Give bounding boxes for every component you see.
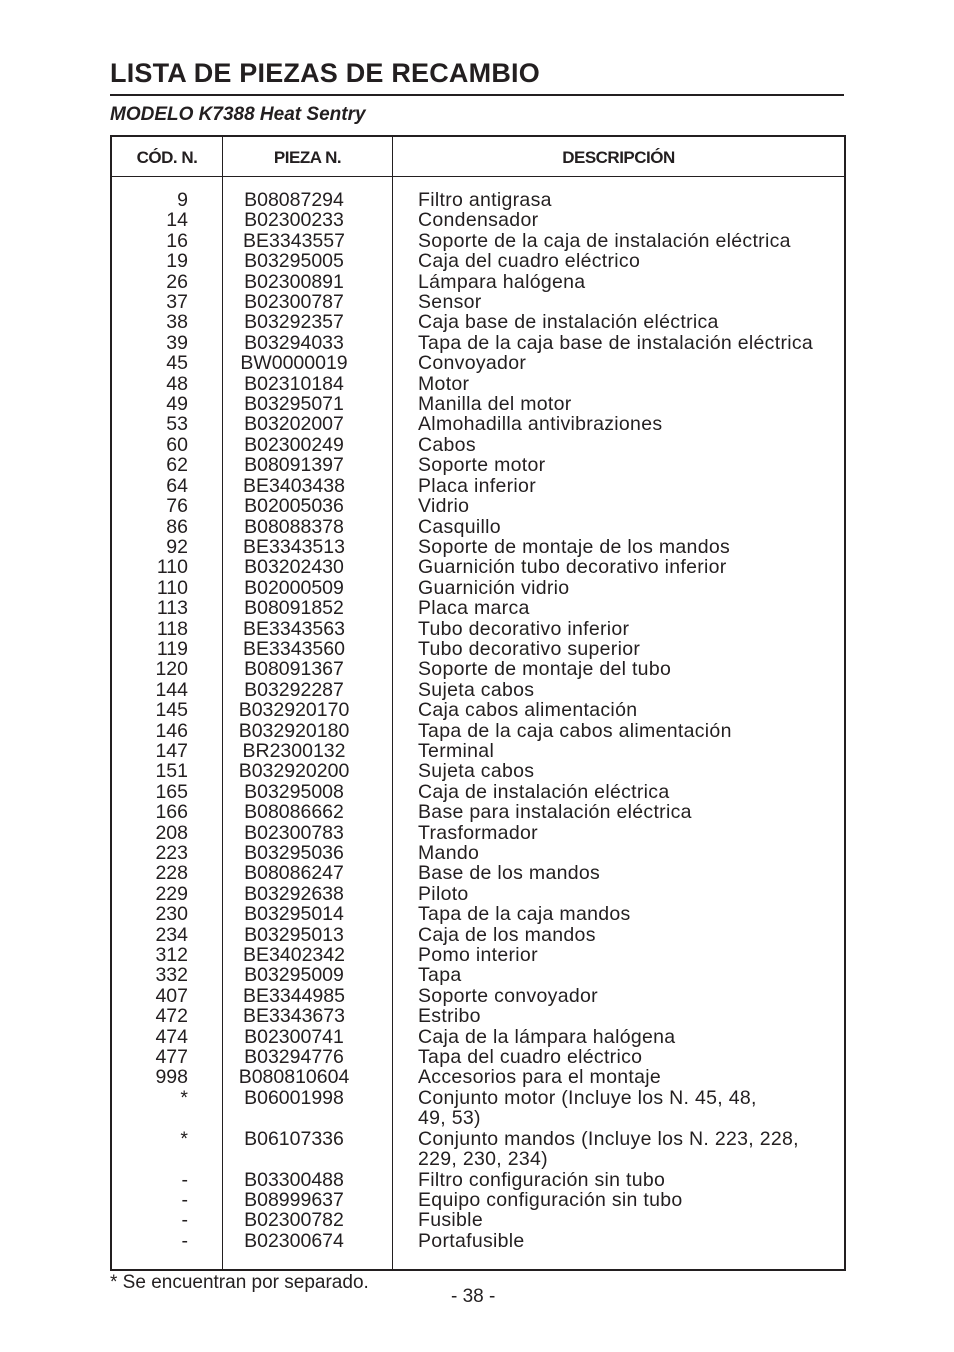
descripcion-line: Soporte motor (418, 454, 546, 477)
descripcion-line: Almohadilla antivibraziones (418, 413, 663, 436)
descripcion-cell (418, 1027, 838, 1047)
table-row (112, 741, 844, 761)
cod-cell: 113 (156, 597, 188, 620)
cod-cell: 26 (166, 270, 188, 293)
cod-cell: 9 (177, 189, 188, 211)
cod-cell: * (180, 1086, 188, 1109)
descripcion-cell (418, 782, 838, 802)
descripcion-line: Motor (418, 372, 470, 395)
pieza-cell: BE3402342 (243, 944, 345, 967)
descripcion-cell (418, 659, 838, 679)
table-row (112, 823, 844, 843)
cod-cell: 110 (156, 576, 188, 599)
descripcion-cell (418, 986, 838, 1006)
cod-cell: 474 (155, 1025, 188, 1048)
descripcion-cell (418, 1047, 838, 1067)
table-row (112, 496, 844, 516)
cod-cell: 53 (166, 413, 188, 436)
pieza-cell: BE3343513 (243, 535, 345, 558)
descripcion-line: Conjunto motor (Incluye los N. 45, 48, (418, 1086, 757, 1109)
cod-cell: 208 (155, 821, 188, 844)
pieza-cell: B02300741 (244, 1025, 344, 1048)
pieza-cell: B02300787 (244, 291, 344, 314)
pieza-cell: B03202007 (244, 413, 344, 436)
table-row (112, 1231, 844, 1251)
table-row (112, 394, 844, 414)
cod-cell: 39 (166, 331, 188, 354)
descripcion-line: Condensador (418, 209, 539, 232)
descripcion-line: Tapa (418, 964, 462, 987)
table-row (112, 1027, 844, 1047)
cod-cell: 229 (155, 882, 188, 905)
pieza-cell: B02300674 (244, 1229, 344, 1252)
descripcion-cell (418, 823, 838, 843)
pieza-cell: B03294776 (244, 1046, 344, 1069)
pieza-cell: B02300783 (244, 821, 344, 844)
table-row (112, 904, 844, 924)
descripcion-line: Pomo interior (418, 944, 538, 967)
pieza-cell: B02000509 (244, 576, 344, 599)
cod-cell: 60 (166, 433, 188, 456)
pieza-cell: B08091367 (244, 658, 344, 681)
cod-cell: 146 (155, 719, 188, 742)
cod-cell: 92 (166, 535, 188, 558)
cod-cell: 86 (166, 515, 188, 538)
table-row (112, 659, 844, 679)
descripcion-line: Piloto (418, 882, 469, 905)
pieza-cell: B02300891 (244, 270, 344, 293)
table-row (112, 517, 844, 537)
descripcion-cell (418, 353, 838, 373)
table-row (112, 1190, 844, 1210)
descripcion-line: Soporte convoyador (418, 984, 598, 1007)
descripcion-cell (418, 1231, 838, 1251)
descripcion-cell (418, 965, 838, 985)
descripcion-cell (418, 517, 838, 537)
table-row (112, 312, 844, 332)
table-row (112, 435, 844, 455)
descripcion-line: Sujeta cabos (418, 678, 535, 701)
header-cod: CÓD. N. (136, 148, 198, 167)
table-row (112, 884, 844, 904)
descripcion-cell (418, 925, 838, 945)
table-row (112, 231, 844, 251)
cod-cell: 477 (155, 1046, 188, 1069)
descripcion-cell (418, 619, 838, 639)
descripcion-cell (418, 639, 838, 659)
cod-cell: 19 (166, 250, 188, 273)
descripcion-cell (418, 578, 838, 598)
pieza-cell: B03295013 (244, 923, 344, 946)
cod-cell: - (181, 1209, 188, 1232)
descripcion-cell (418, 374, 838, 394)
table-row (112, 353, 844, 373)
descripcion-cell (418, 231, 838, 251)
pieza-cell: B08091397 (244, 454, 344, 477)
cod-cell: 147 (155, 739, 188, 762)
pieza-cell: B08086247 (244, 862, 344, 885)
pieza-cell: B06001998 (244, 1086, 344, 1109)
cod-cell: 145 (155, 699, 188, 722)
descripcion-line: Caja de la lámpara halógena (418, 1025, 676, 1048)
descripcion-cell (418, 1006, 838, 1026)
table-row (112, 843, 844, 863)
cod-cell: 312 (155, 944, 188, 967)
descripcion-cell (418, 496, 838, 516)
cod-cell: 407 (155, 984, 188, 1007)
cod-cell: - (181, 1168, 188, 1191)
descripcion-line: Cabos (418, 433, 476, 456)
descripcion-line: Soporte de montaje del tubo (418, 658, 672, 681)
descripcion-line: Convoyador (418, 352, 527, 375)
cod-cell: 64 (166, 474, 188, 497)
table-row (112, 1067, 844, 1087)
pieza-cell: B080810604 (238, 1066, 350, 1089)
table-row (112, 455, 844, 475)
descripcion-cell (418, 190, 838, 210)
descripcion-line: Tapa de la caja base de instalación eléctrica (418, 331, 814, 354)
descripcion-line: Placa marca (418, 597, 530, 620)
cod-cell: 332 (155, 964, 188, 987)
descripcion-cell (418, 884, 838, 904)
descripcion-cell (418, 455, 838, 475)
descripcion-line: Caja del cuadro eléctrico (418, 250, 641, 273)
pieza-cell: B03300488 (244, 1168, 344, 1191)
descripcion-line: Fusible (418, 1209, 483, 1232)
table-row (112, 272, 844, 292)
table-row (112, 802, 844, 822)
table-row (112, 925, 844, 945)
cod-cell: 230 (155, 903, 188, 926)
descripcion-cell (418, 272, 838, 292)
table-row (112, 1006, 844, 1026)
descripcion-line: Casquillo (418, 515, 501, 538)
descripcion-cell (418, 700, 838, 720)
table-row (112, 965, 844, 985)
pieza-cell: B08088378 (244, 515, 344, 538)
table-row (112, 721, 844, 741)
cod-cell: 234 (155, 923, 188, 946)
descripcion-line: Conjunto mandos (Incluye los N. 223, 228, (418, 1127, 799, 1150)
pieza-cell: B032920200 (238, 760, 350, 783)
pieza-cell: B03295014 (244, 903, 344, 926)
pieza-cell: B03292638 (244, 882, 344, 905)
descripcion-cell (418, 802, 838, 822)
table-row (112, 1170, 844, 1190)
cod-cell: 120 (155, 658, 188, 681)
pieza-cell: B02310184 (244, 372, 344, 395)
table-row (112, 578, 844, 598)
descripcion-line: Base de los mandos (418, 862, 601, 885)
table-row (112, 863, 844, 883)
table-row (112, 557, 844, 577)
descripcion-cell (418, 741, 838, 761)
pieza-cell: B08999637 (244, 1188, 344, 1211)
descripcion-line: Estribo (418, 1005, 481, 1028)
cod-cell: - (181, 1229, 188, 1252)
pieza-cell: B03295009 (244, 964, 344, 987)
descripcion-cell (418, 435, 838, 455)
pieza-cell: B03295008 (244, 780, 344, 803)
table-row (112, 476, 844, 496)
descripcion-cell (418, 537, 838, 557)
descripcion-line: Tapa de la caja mandos (418, 903, 631, 926)
parts-table (110, 135, 846, 1271)
descripcion-line: Portafusible (418, 1229, 525, 1252)
pieza-cell: B032920170 (238, 699, 350, 722)
descripcion-line: Filtro configuración sin tubo (418, 1168, 666, 1191)
descripcion-line: Tubo decorativo superior (418, 637, 641, 660)
descripcion-cell (418, 251, 838, 271)
descripcion-cell (418, 904, 838, 924)
descripcion-line: Tapa de la caja cabos alimentación (418, 719, 732, 742)
descripcion-cell (418, 333, 838, 353)
cod-cell: - (181, 1188, 188, 1211)
cod-cell: 76 (166, 495, 188, 518)
pieza-cell: BE3343557 (243, 229, 345, 252)
table-row (112, 782, 844, 802)
cod-cell: 38 (166, 311, 188, 334)
descripcion-line: Vidrio (418, 495, 470, 518)
pieza-cell: B02300782 (244, 1209, 344, 1232)
descripcion-line: Sensor (418, 291, 482, 314)
table-row (112, 700, 844, 720)
pieza-cell: B03292287 (244, 678, 344, 701)
pieza-cell: B03295036 (244, 842, 344, 864)
descripcion-line: Mando (418, 842, 480, 864)
cod-cell: 165 (155, 780, 188, 803)
page-number: - 38 - (451, 1286, 496, 1307)
descripcion-line: Soporte de montaje de los mandos (418, 535, 731, 558)
descripcion-cell (418, 721, 838, 741)
cod-cell: 48 (166, 372, 188, 395)
pieza-cell: B08086662 (244, 801, 344, 824)
descripcion-cell (418, 210, 838, 230)
table-row (112, 986, 844, 1006)
cod-cell: 166 (155, 801, 188, 824)
descripcion-cell (418, 1170, 838, 1190)
descripcion-line: Guarnición tubo decorativo inferior (418, 556, 727, 579)
pieza-cell: B03292357 (244, 311, 344, 334)
table-row (112, 1210, 844, 1230)
cod-cell: 16 (166, 229, 188, 252)
descripcion-cell (418, 761, 838, 781)
descripcion-line: Caja de instalación eléctrica (418, 780, 670, 803)
table-row (112, 537, 844, 557)
cod-cell: 62 (166, 454, 188, 477)
descripcion-cell (418, 476, 838, 496)
descripcion-line: Equipo configuración sin tubo (418, 1188, 683, 1211)
table-row (112, 598, 844, 618)
pieza-cell: BW0000019 (240, 352, 348, 375)
table-row (112, 414, 844, 434)
pieza-cell: BE3403438 (243, 474, 345, 497)
pieza-cell: BE3343560 (243, 637, 345, 660)
descripcion-cell (418, 1088, 838, 1129)
table-row (112, 210, 844, 230)
table-row (112, 680, 844, 700)
cod-cell: 119 (156, 637, 188, 660)
descripcion-cell (418, 863, 838, 883)
cod-cell: 45 (166, 352, 188, 375)
descripcion-cell (418, 557, 838, 577)
table-row (112, 619, 844, 639)
descripcion-cell (418, 598, 838, 618)
header-descripcion: DESCRIPCIÓN (562, 148, 675, 167)
descripcion-line: Lámpara halógena (418, 270, 586, 293)
table-row (112, 945, 844, 965)
table-row (112, 1129, 844, 1170)
pieza-cell: B03294033 (244, 331, 344, 354)
descripcion-line: Filtro antigrasa (418, 189, 552, 211)
pieza-cell: B02005036 (244, 495, 344, 518)
cod-cell: 151 (155, 760, 188, 783)
descripcion-line: Placa inferior (418, 474, 537, 497)
cod-cell: 144 (155, 678, 188, 701)
descripcion-line: Caja base de instalación eléctrica (418, 311, 719, 334)
pieza-cell: BE3343563 (243, 617, 345, 640)
pieza-cell: B032920180 (238, 719, 350, 742)
descripcion-line: Caja de los mandos (418, 923, 596, 946)
descripcion-cell (418, 1190, 838, 1210)
pieza-cell: B03295005 (244, 250, 344, 273)
model-subtitle: MODELO K7388 Heat Sentry (110, 104, 366, 125)
descripcion-line: Sujeta cabos (418, 760, 535, 783)
table-row (112, 1088, 844, 1129)
cod-cell: 223 (155, 842, 188, 864)
descripcion-line: Guarnición vidrio (418, 576, 570, 599)
table-row (112, 1047, 844, 1067)
header-pieza: PIEZA N. (273, 148, 342, 167)
table-row (112, 639, 844, 659)
cod-cell: 49 (166, 393, 188, 416)
pieza-cell: B08091852 (244, 597, 344, 620)
cod-cell: 37 (166, 291, 188, 314)
descripcion-cell (418, 1129, 838, 1170)
descripcion-line: Caja cabos alimentación (418, 699, 638, 722)
pieza-cell: BE3344985 (243, 984, 345, 1007)
descripcion-cell (418, 394, 838, 414)
descripcion-line: Tubo decorativo inferior (418, 617, 630, 640)
cod-cell: 110 (156, 556, 188, 579)
descripcion-line: Accesorios para el montaje (418, 1066, 661, 1089)
descripcion-cell (418, 843, 838, 863)
cod-cell: 14 (166, 209, 188, 232)
table-row (112, 190, 844, 210)
pieza-cell: B03295071 (244, 393, 344, 416)
descripcion-line: Tapa del cuadro eléctrico (418, 1046, 643, 1069)
descripcion-cell (418, 414, 838, 434)
descripcion-line: Base para instalación eléctrica (418, 801, 692, 824)
cod-cell: 472 (155, 1005, 188, 1028)
table-row (112, 761, 844, 781)
descripcion-line: 229, 230, 234) (418, 1148, 548, 1171)
cod-cell: * (180, 1127, 188, 1150)
title-divider (110, 94, 844, 96)
descripcion-line: Soporte de la caja de instalación eléctrica (418, 229, 791, 252)
pieza-cell: B03202430 (244, 556, 344, 579)
descripcion-line: Trasformador (418, 821, 538, 844)
parts-list (112, 190, 844, 1251)
cod-cell: 118 (156, 617, 188, 640)
pieza-cell: B06107336 (244, 1127, 344, 1150)
descripcion-cell (418, 1067, 838, 1087)
cod-cell: 228 (155, 862, 188, 885)
descripcion-line: Manilla del motor (418, 393, 572, 416)
page-title: LISTA DE PIEZAS DE RECAMBIO (110, 58, 540, 88)
descripcion-line: Terminal (418, 739, 495, 762)
footnote: * Se encuentran por separado. (110, 1272, 369, 1293)
descripcion-cell (418, 1210, 838, 1230)
descripcion-cell (418, 292, 838, 312)
table-row (112, 292, 844, 312)
pieza-cell: B02300233 (244, 209, 344, 232)
descripcion-line: 49, 53) (418, 1107, 481, 1130)
cod-cell: 998 (155, 1066, 188, 1089)
pieza-cell: B02300249 (244, 433, 344, 456)
table-row (112, 374, 844, 394)
descripcion-cell (418, 945, 838, 965)
descripcion-cell (418, 312, 838, 332)
pieza-cell: BR2300132 (242, 739, 346, 762)
table-row (112, 251, 844, 271)
descripcion-cell (418, 680, 838, 700)
pieza-cell: BE3343673 (243, 1005, 345, 1028)
table-row (112, 333, 844, 353)
pieza-cell: B08087294 (244, 189, 344, 211)
